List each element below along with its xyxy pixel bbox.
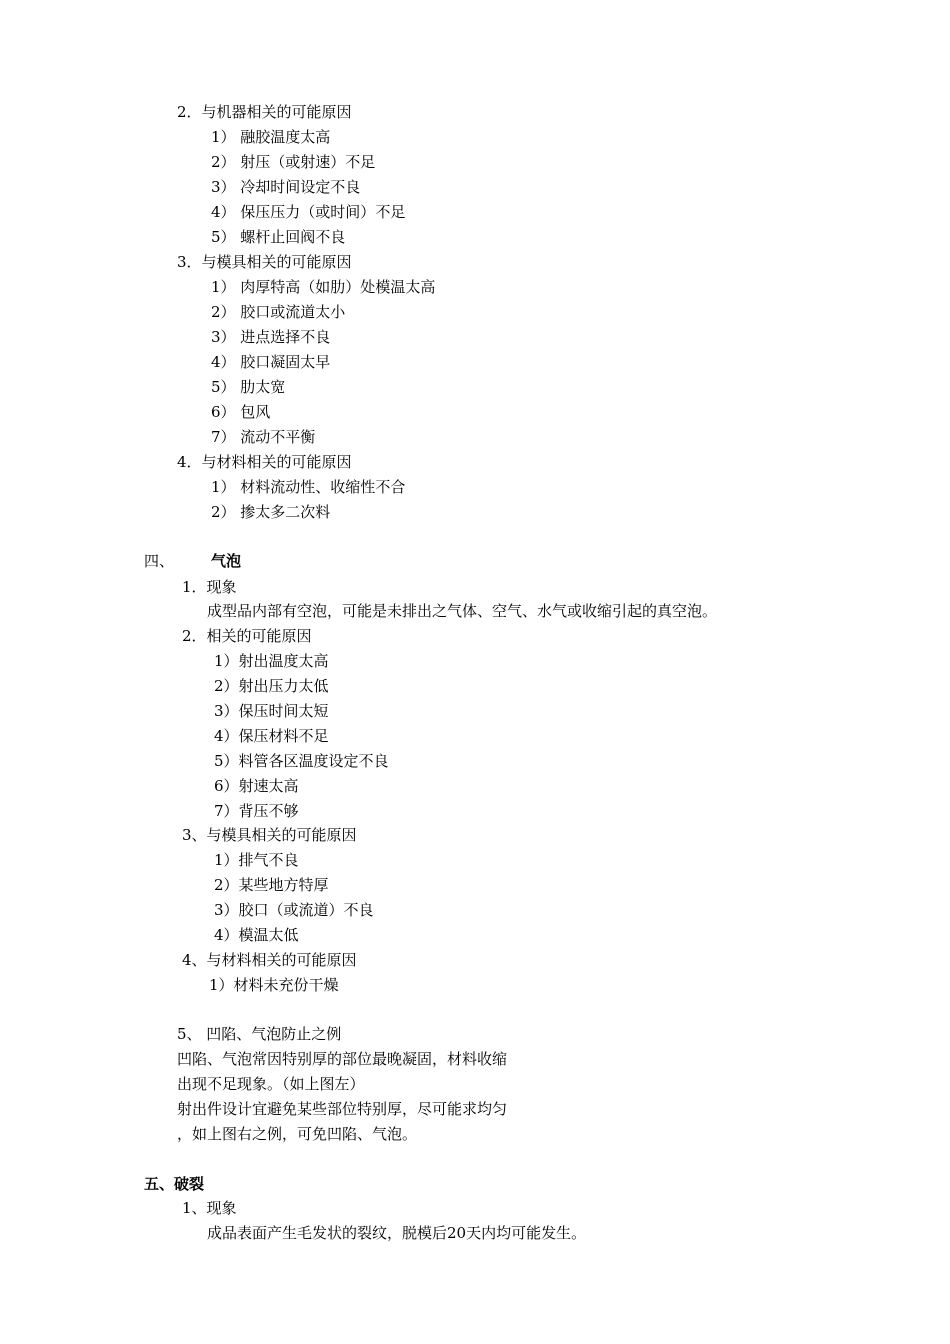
list-item: 2）某些地方特厚 [214, 876, 329, 894]
list-item: 3）胶口（或流道）不良 [214, 901, 374, 919]
list-item: 5）料管各区温度设定不良 [214, 752, 389, 770]
paragraph-line: 出现不足现象。（如上图左） [177, 1075, 365, 1093]
section-four-title: 气泡 [211, 552, 242, 570]
list-item: 5） 肋太宽 [211, 378, 286, 396]
heading-mold-causes: 3．与模具相关的可能原因 [177, 253, 352, 271]
paragraph: 成品表面产生毛发状的裂纹，脱模后20天内均可能发生。 [207, 1224, 587, 1242]
list-item: 1） 材料流动性、收缩性不合 [211, 478, 406, 496]
list-item: 1）排气不良 [214, 851, 299, 869]
list-item: 4） 保压压力（或时间）不足 [211, 203, 406, 221]
list-item: 2） 射压（或射速）不足 [211, 153, 376, 171]
list-item: 4）保压材料不足 [214, 727, 329, 745]
subheading-prevention-example: 5、 凹陷、气泡防止之例 [177, 1025, 342, 1043]
subheading-causes: 2．相关的可能原因 [182, 627, 312, 645]
heading-material-causes: 4．与材料相关的可能原因 [177, 453, 352, 471]
paragraph: 成型品内部有空泡，可能是未排出之气体、空气、水气或收缩引起的真空泡。 [207, 602, 718, 620]
subheading-phenomenon: 1．现象 [182, 578, 237, 596]
list-item: 7）背压不够 [214, 802, 299, 820]
paragraph-line: 射出件设计宜避免某些部位特别厚，尽可能求均匀 [177, 1100, 508, 1118]
list-item: 6） 包风 [211, 403, 271, 421]
list-item: 2） 掺太多二次料 [211, 503, 331, 521]
subheading-material-causes: 4、与材料相关的可能原因 [182, 951, 357, 969]
list-item: 1） 融胶温度太高 [211, 128, 331, 146]
section-five-title: 五、破裂 [144, 1175, 205, 1193]
paragraph-line: ，如上图右之例，可免凹陷、气泡。 [177, 1125, 418, 1143]
list-item: 2） 胶口或流道太小 [211, 303, 346, 321]
list-item: 3） 进点选择不良 [211, 328, 331, 346]
list-item: 6）射速太高 [214, 777, 299, 795]
list-item: 5） 螺杆止回阀不良 [211, 228, 346, 246]
list-item: 4） 胶口凝固太早 [211, 353, 331, 371]
section-four-number: 四、 [144, 552, 175, 570]
subheading-phenomenon: 1、现象 [182, 1199, 237, 1217]
list-item: 1） 肉厚特高（如肋）处模温太高 [211, 278, 436, 296]
heading-machine-causes: 2．与机器相关的可能原因 [177, 103, 352, 121]
list-item: 2）射出压力太低 [214, 677, 329, 695]
list-item: 4）模温太低 [214, 926, 299, 944]
list-item: 7） 流动不平衡 [211, 428, 316, 446]
paragraph-line: 凹陷、气泡常因特别厚的部位最晚凝固，材料收缩 [177, 1050, 508, 1068]
list-item: 3） 冷却时间设定不良 [211, 178, 361, 196]
list-item: 1）材料未充份干燥 [209, 976, 339, 994]
list-item: 3）保压时间太短 [214, 702, 329, 720]
list-item: 1）射出温度太高 [214, 652, 329, 670]
subheading-mold-causes: 3、与模具相关的可能原因 [182, 826, 357, 844]
